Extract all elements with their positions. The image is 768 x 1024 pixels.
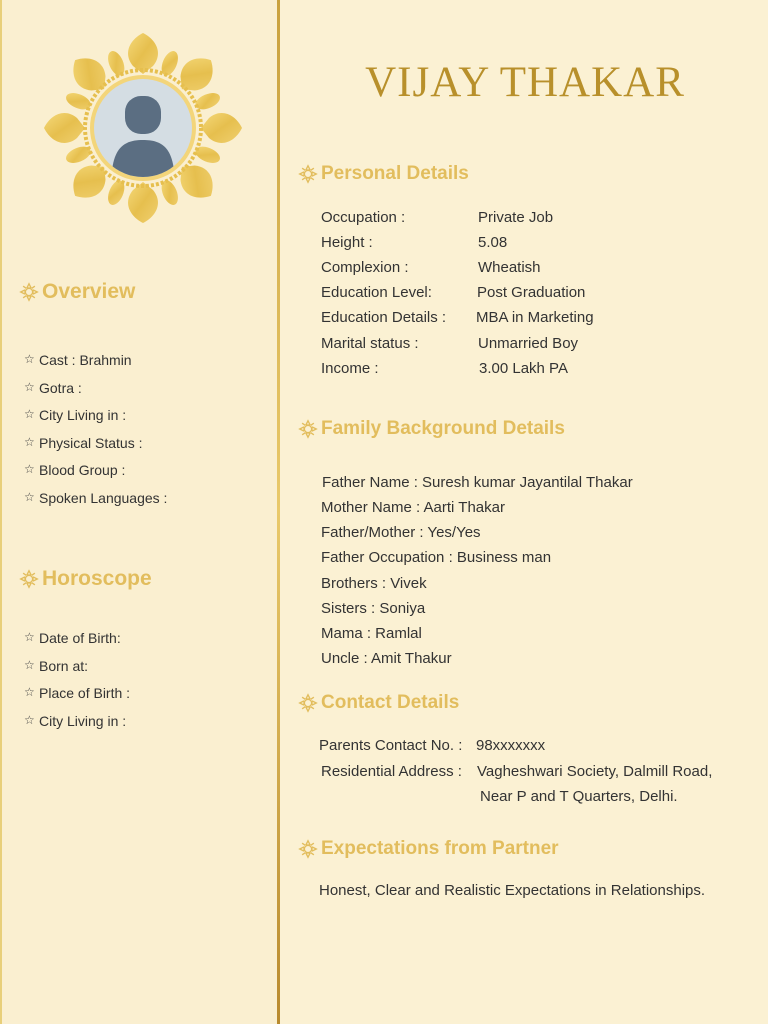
star-icon: ☆ bbox=[24, 657, 35, 672]
list-item: Father Occupation : Business man bbox=[321, 549, 552, 566]
contact-parents-value: 98xxxxxxx bbox=[476, 737, 546, 754]
list-item-value: 3.00 Lakh PA bbox=[479, 360, 568, 377]
personal-details-title: Personal Details bbox=[321, 163, 469, 184]
contact-parents-label: Parents Contact No. : bbox=[319, 737, 463, 754]
mandala-icon bbox=[18, 281, 40, 303]
expectations-title: Expectations from Partner bbox=[321, 838, 559, 859]
overview-list bbox=[24, 352, 167, 518]
star-icon: ☆ bbox=[24, 685, 35, 700]
personal-details-heading bbox=[297, 163, 469, 185]
list-item: Mama : Ramlal bbox=[321, 625, 422, 642]
list-item: Occupation : bbox=[321, 209, 406, 226]
horoscope-heading bbox=[18, 567, 152, 591]
contact-details-heading bbox=[297, 692, 459, 714]
profile-name: VIJAY THAKAR bbox=[365, 59, 685, 106]
mandala-avatar-frame bbox=[42, 33, 244, 223]
list-item: Uncle : Amit Thakur bbox=[321, 650, 452, 667]
list-item: ☆ Born at: bbox=[24, 657, 89, 674]
list-item: Education Details : bbox=[321, 309, 447, 326]
mandala-icon bbox=[297, 163, 319, 185]
expectations-heading bbox=[297, 838, 559, 860]
star-icon: ☆ bbox=[24, 352, 35, 366]
horoscope-title: Horoscope bbox=[42, 567, 152, 590]
expectations-text: Honest, Clear and Realistic Expectations in Relationships. bbox=[319, 882, 706, 899]
sidebar-divider bbox=[277, 0, 280, 1024]
list-item: Marital status : bbox=[321, 335, 419, 352]
list-item: Income : bbox=[321, 360, 379, 377]
list-item: ☆ Place of Birth : bbox=[24, 685, 131, 702]
star-icon: ☆ bbox=[24, 434, 35, 449]
list-item: ☆ Date of Birth: bbox=[24, 630, 121, 646]
contact-address-label: Residential Address : bbox=[321, 763, 462, 780]
list-item: Father/Mother : Yes/Yes bbox=[321, 524, 481, 541]
star-icon: ☆ bbox=[24, 712, 35, 727]
mandala-icon bbox=[18, 568, 40, 590]
mandala-icon bbox=[297, 838, 319, 860]
contact-address-line2: Near P and T Quarters, Delhi. bbox=[480, 788, 678, 805]
horoscope-list bbox=[24, 630, 130, 740]
overview-title: Overview bbox=[42, 280, 136, 303]
star-icon: ☆ bbox=[24, 489, 35, 504]
family-details-heading bbox=[297, 418, 565, 440]
list-item-value: MBA in Marketing bbox=[476, 309, 594, 326]
list-item: ☆ Blood Group : bbox=[24, 462, 126, 479]
contact-address-line1: Vagheshwari Society, Dalmill Road, bbox=[477, 763, 713, 780]
list-item-value: Private Job bbox=[478, 209, 554, 226]
family-details-title: Family Background Details bbox=[321, 418, 565, 439]
mandala-icon bbox=[297, 418, 319, 440]
list-item: ☆ Cast : Brahmin bbox=[24, 352, 132, 368]
list-item: ☆ Gotra : bbox=[24, 379, 82, 396]
overview-heading bbox=[18, 280, 135, 304]
list-item: Education Level: bbox=[321, 284, 432, 301]
list-item: ☆ City Living in : bbox=[24, 407, 127, 424]
list-item: Brothers : Vivek bbox=[321, 575, 427, 592]
list-item: Sisters : Soniya bbox=[321, 600, 426, 617]
list-item: Height : bbox=[321, 234, 373, 251]
list-item: Father Name : Suresh kumar Jayantilal Thakar bbox=[322, 474, 633, 491]
mandala-icon bbox=[297, 692, 319, 714]
list-item: Mother Name : Aarti Thakar bbox=[321, 499, 505, 516]
list-item-value: 5.08 bbox=[478, 234, 508, 251]
list-item: Complexion : bbox=[321, 259, 409, 276]
star-icon: ☆ bbox=[24, 462, 35, 477]
list-item-value: Post Graduation bbox=[477, 284, 586, 301]
list-item: ☆ Spoken Languages : bbox=[24, 489, 168, 506]
list-item: ☆ City Living in : bbox=[24, 712, 127, 729]
star-icon: ☆ bbox=[24, 630, 35, 644]
star-icon: ☆ bbox=[24, 407, 35, 422]
list-item: ☆ Physical Status : bbox=[24, 434, 143, 451]
star-icon: ☆ bbox=[24, 379, 35, 394]
contact-details-title: Contact Details bbox=[321, 692, 460, 713]
list-item-value: Wheatish bbox=[478, 259, 541, 276]
list-item-value: Unmarried Boy bbox=[478, 335, 579, 352]
